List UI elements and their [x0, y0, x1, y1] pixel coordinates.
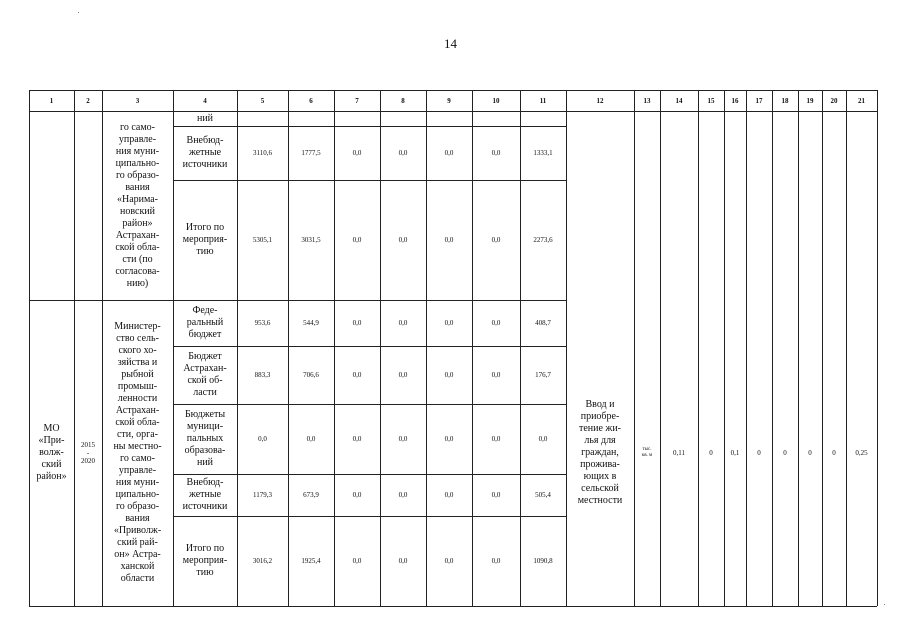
amount-cell: 0,0 [491, 435, 501, 443]
funding-source: Бюджеты муници- пальных образова- ний [184, 409, 226, 468]
municipality: МО «При- волж- ский район» [36, 423, 67, 482]
period: 2015 - 2020 [81, 441, 95, 465]
amount-cell: 505,4 [535, 491, 551, 499]
amount-cell [520, 111, 566, 126]
column-header: 5 [260, 96, 265, 105]
amount-cell: 3016,2 [252, 557, 273, 565]
amount-cell: 0,0 [398, 319, 408, 327]
funding-source: ний [196, 112, 214, 124]
amount-cell: 0,0 [491, 371, 501, 379]
amount-cell: 0,0 [444, 557, 454, 565]
amount-cell: 0,0 [491, 491, 501, 499]
amount-cell: 0,0 [352, 319, 362, 327]
column-header: 18 [781, 96, 789, 105]
amount-cell: 5305,1 [252, 236, 273, 244]
amount-cell: 0,0 [352, 371, 362, 379]
amount-cell: 408,7 [535, 319, 551, 327]
funding-source: Феде- ральный бюджет [186, 305, 224, 340]
page-number: 14 [444, 36, 457, 51]
amount-cell: 0,0 [398, 557, 408, 565]
amount-cell: 176,7 [535, 371, 551, 379]
amount-cell: 0,0 [352, 236, 362, 244]
amount-cell: 0,0 [444, 236, 454, 244]
funding-source: Внебюд- жетные источники [182, 135, 228, 170]
amount-cell: 953,6 [254, 319, 271, 327]
amount-cell: 1179,3 [253, 491, 272, 499]
amount-cell: 0,0 [444, 491, 454, 499]
table-rule [29, 606, 877, 607]
table-rule [29, 90, 877, 91]
responsible-org: го само- управле- ния муни- ципально- го образо- вания «Нарима- новский район» Астрахан- ской обла- сти (по согласова- нию) [115, 121, 160, 289]
column-header: 7 [355, 96, 359, 105]
amount-cell: 0,0 [398, 149, 408, 157]
amount-cell [472, 111, 520, 126]
amount-cell: 1090,8 [533, 557, 553, 565]
amount-cell: 706,6 [303, 371, 319, 379]
amount-cell: 0,0 [444, 319, 454, 327]
indicator-value: 0,25 [855, 449, 868, 457]
amount-cell: 0,0 [352, 149, 362, 157]
amount-cell: 0,0 [352, 491, 362, 499]
amount-cell: 3031,5 [301, 236, 321, 244]
column-header: 6 [309, 96, 313, 105]
indicator-value: 0 [808, 449, 812, 457]
amount-cell: 0,0 [306, 435, 316, 443]
indicator-value: 0 [709, 449, 713, 457]
amount-cell: 0,0 [491, 236, 501, 244]
amount-cell: 0,0 [352, 435, 362, 443]
column-header: 3 [135, 96, 140, 105]
amount-cell: 0,0 [398, 236, 408, 244]
indicator-value: 0,1 [730, 449, 740, 457]
amount-cell: 0,0 [491, 319, 501, 327]
amount-cell: 0,0 [398, 435, 408, 443]
column-header: 9 [447, 96, 451, 105]
amount-cell: 883,3 [254, 371, 271, 379]
amount-cell: 1925,4 [301, 557, 321, 565]
indicator-value: 0,11 [673, 449, 685, 457]
table-rule [877, 90, 878, 606]
amount-cell: 1777,5 [301, 149, 321, 157]
amount-cell [380, 111, 426, 126]
amount-cell [288, 111, 334, 126]
column-header: 15 [707, 96, 715, 105]
column-header: 11 [539, 96, 547, 105]
amount-cell: 0,0 [398, 491, 408, 499]
amount-cell: 0,0 [491, 149, 501, 157]
column-header: 10 [492, 96, 500, 105]
amount-cell: 0,0 [258, 435, 267, 443]
amount-cell [237, 111, 288, 126]
amount-cell [334, 111, 380, 126]
amount-cell [426, 111, 472, 126]
indicator-value: 0 [832, 449, 836, 457]
amount-cell: 0,0 [444, 149, 454, 157]
column-header: 8 [401, 96, 405, 105]
amount-cell: 544,9 [303, 319, 319, 327]
indicator-value: 0 [783, 449, 787, 457]
column-header: 19 [806, 96, 814, 105]
amount-cell: 0,0 [538, 435, 548, 443]
column-header: 14 [675, 96, 683, 105]
amount-cell: 3110,6 [253, 149, 272, 157]
column-header: 12 [596, 96, 604, 105]
column-header: 16 [731, 96, 739, 105]
responsible-org: Министер- ство сель- ского хо- зяйства и рыбной промыш- ленности Астрахан- ской обла- сти, орга- ны местно- го само- управле- ния муни- ципально- го образо- вания «Приволж- ский рай- он» Астра- ханской области [113, 321, 162, 584]
column-header: 2 [86, 96, 90, 105]
unit: тыс. кв. м [641, 447, 653, 458]
column-header: 20 [830, 96, 838, 105]
amount-cell: 0,0 [444, 435, 454, 443]
column-header: 17 [755, 96, 763, 105]
indicator-name: Ввод и приобре- тение жи- лья для граждан, прожива- ющих в сельской местности [577, 399, 623, 506]
amount-cell: 673,9 [303, 491, 319, 499]
funding-source: Бюджет Астрахан- ской об- ласти [183, 351, 227, 398]
column-header: 13 [643, 96, 651, 105]
amount-cell: 1333,1 [533, 149, 553, 157]
amount-cell: 0,0 [352, 557, 362, 565]
column-header: 4 [203, 96, 207, 105]
column-header: 1 [49, 96, 54, 105]
amount-cell: 0,0 [491, 557, 501, 565]
column-header: 21 [858, 96, 865, 105]
funding-source: Итого по мероприя- тию [182, 222, 228, 257]
funding-source: Внебюд- жетные источники [182, 477, 228, 512]
amount-cell: 0,0 [398, 371, 408, 379]
amount-cell: 0,0 [444, 371, 454, 379]
funding-source: Итого по мероприя- тию [182, 543, 228, 578]
indicator-value: 0 [757, 449, 761, 457]
amount-cell: 2273,6 [533, 236, 553, 244]
